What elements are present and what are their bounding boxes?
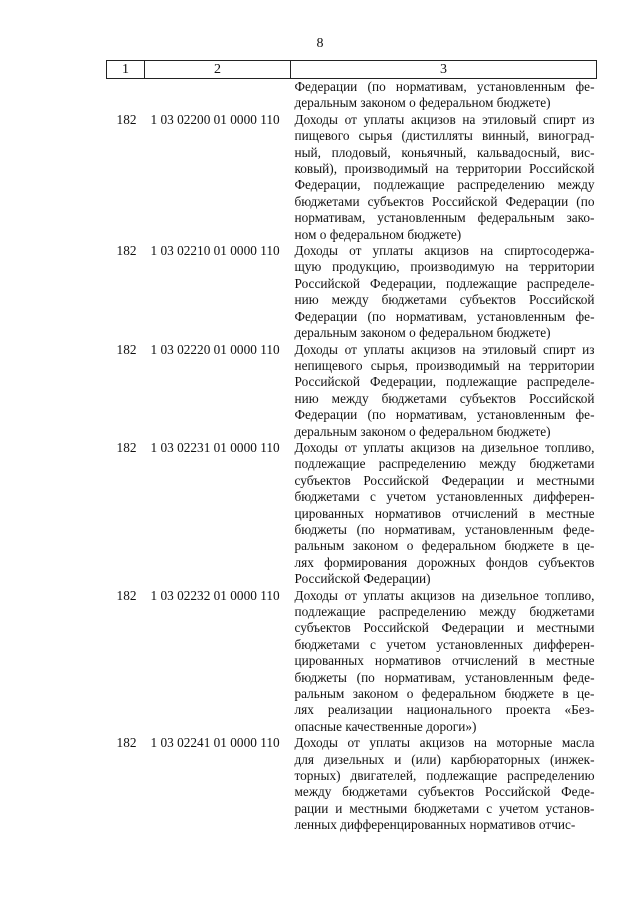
revenue-description-cell xyxy=(291,342,597,440)
admin-code-cell: 182 xyxy=(116,111,137,127)
description-line: Доходы от уплаты акцизов на дизельное топливо, xyxy=(294,587,595,603)
table-row xyxy=(107,342,597,440)
page-number: 8 xyxy=(316,36,324,51)
budget-classification-code-cell: 1 03 02200 01 0000 110 xyxy=(150,111,280,127)
revenue-description-cell xyxy=(291,79,597,112)
description-line: цированных нормативов отчислений в местные xyxy=(294,505,595,521)
description-line: лях реализации национального проекта «Без- xyxy=(294,702,595,718)
description-line: деральным законом о федеральном бюджете) xyxy=(294,95,551,111)
revenue-description-cell xyxy=(291,440,597,588)
table-row xyxy=(107,440,597,588)
admin-code-cell xyxy=(107,79,145,112)
header-col-2: 2 xyxy=(145,61,291,79)
table-row xyxy=(107,735,597,833)
admin-code-cell: 182 xyxy=(116,439,137,455)
table-row xyxy=(107,79,597,112)
description-line: Российской Федерации, подлежащие распределе- xyxy=(294,374,595,390)
admin-code-cell: 182 xyxy=(116,243,137,259)
description-line: Федерации, подлежащие распределению между xyxy=(294,177,595,193)
description-line: нормативам, установленным федеральным зако- xyxy=(294,210,595,226)
description-line: для дизельных и (или) карбюраторных (инжек- xyxy=(294,751,595,767)
description-line: торных) двигателей, подлежащие распределению xyxy=(294,768,595,784)
description-line: субъектов Российской Федерации и местными xyxy=(294,620,595,636)
budget-codes-table xyxy=(106,60,597,834)
description-line: подлежащие распределению между бюджетами xyxy=(294,604,595,619)
description-line: Доходы от уплаты акцизов на спиртосодержа- xyxy=(294,243,595,259)
description-line: Доходы от уплаты акцизов на этиловый спирт из xyxy=(294,341,595,357)
description-line: Доходы от уплаты акцизов на этиловый спирт из xyxy=(294,111,595,127)
description-line: ковый), производимый на территории Российской xyxy=(294,161,595,177)
description-line: ральным законом о федеральном бюджете в це- xyxy=(294,686,595,702)
description-line: лях формирования дорожных фондов субъектов xyxy=(294,554,595,570)
description-line: Доходы от уплаты акцизов на моторные масла xyxy=(294,735,595,751)
admin-code-cell: 182 xyxy=(116,735,137,751)
description-line: ном о федеральном бюджете) xyxy=(294,226,462,242)
description-line: бюджетами с учетом установленных дифферен- xyxy=(294,489,595,505)
revenue-description-cell xyxy=(291,243,597,341)
description-line: Федерации (по нормативам, установленным фе- xyxy=(294,407,595,423)
description-line: нию между бюджетами субъектов Российской xyxy=(294,390,595,406)
revenue-description-cell xyxy=(291,735,597,833)
description-line: бюджеты (по нормативам, установленным феде- xyxy=(294,669,595,685)
header-col-1: 1 xyxy=(107,61,145,79)
description-line: подлежащие распределению между бюджетами xyxy=(294,456,595,472)
budget-classification-code-cell: 1 03 02241 01 0000 110 xyxy=(150,735,280,751)
description-line: деральным законом о федеральном бюджете) xyxy=(294,423,551,439)
description-line: Федерации (по нормативам, установленным фе- xyxy=(294,308,595,324)
description-line: цированных нормативов отчислений в местные xyxy=(294,653,595,669)
description-line: субъектов Российской Федерации и местными xyxy=(294,472,595,488)
revenue-description-cell xyxy=(291,112,597,243)
description-line: пищевого сырья (дистилляты винный, виноград- xyxy=(294,128,595,144)
description-line: бюджеты (по нормативам, установленным феде- xyxy=(294,521,595,537)
description-line: Доходы от уплаты акцизов на дизельное топливо, xyxy=(294,439,595,455)
admin-code-cell: 182 xyxy=(116,341,137,357)
budget-classification-code-cell: 1 03 02210 01 0000 110 xyxy=(150,243,280,259)
budget-classification-code-cell: 1 03 02220 01 0000 110 xyxy=(150,341,280,357)
description-line: деральным законом о федеральном бюджете) xyxy=(294,325,551,341)
description-line: ральным законом о федеральном бюджете в це- xyxy=(294,538,595,554)
table-row xyxy=(107,112,597,243)
table-row xyxy=(107,588,597,736)
description-line: бюджетами с учетом установленных дифферен- xyxy=(294,636,595,652)
description-line: опасные качественные дороги») xyxy=(294,718,477,734)
description-line: непищевого сырья, производимый на территории xyxy=(294,357,595,373)
description-line: между бюджетами субъектов Российской Феде- xyxy=(294,784,595,800)
table-header-row xyxy=(107,61,597,79)
revenue-description-cell xyxy=(291,588,597,736)
description-line: рации и местными бюджетами с учетом установ- xyxy=(294,800,595,816)
header-col-3: 3 xyxy=(291,61,597,79)
description-line: Федерации (по нормативам, установленным фе- xyxy=(294,79,595,94)
description-line: ленных дифференцированных нормативов отчис- xyxy=(294,817,576,833)
description-line: бюджетами субъектов Российской Федерации (по xyxy=(294,193,595,209)
admin-code-cell: 182 xyxy=(116,587,137,603)
table-row xyxy=(107,243,597,341)
budget-classification-code-cell: 1 03 02232 01 0000 110 xyxy=(150,587,280,603)
description-line: щую продукцию, производимую на территории xyxy=(294,259,595,275)
description-line: Российской Федерации) xyxy=(294,571,431,587)
description-line: нию между бюджетами субъектов Российской xyxy=(294,292,595,308)
budget-classification-code-cell: 1 03 02231 01 0000 110 xyxy=(150,439,280,455)
description-line: Российской Федерации, подлежащие распределе- xyxy=(294,275,595,291)
description-line: ный, плодовый, коньячный, кальвадосный, вис- xyxy=(294,144,595,160)
budget-classification-code-cell xyxy=(145,79,291,112)
